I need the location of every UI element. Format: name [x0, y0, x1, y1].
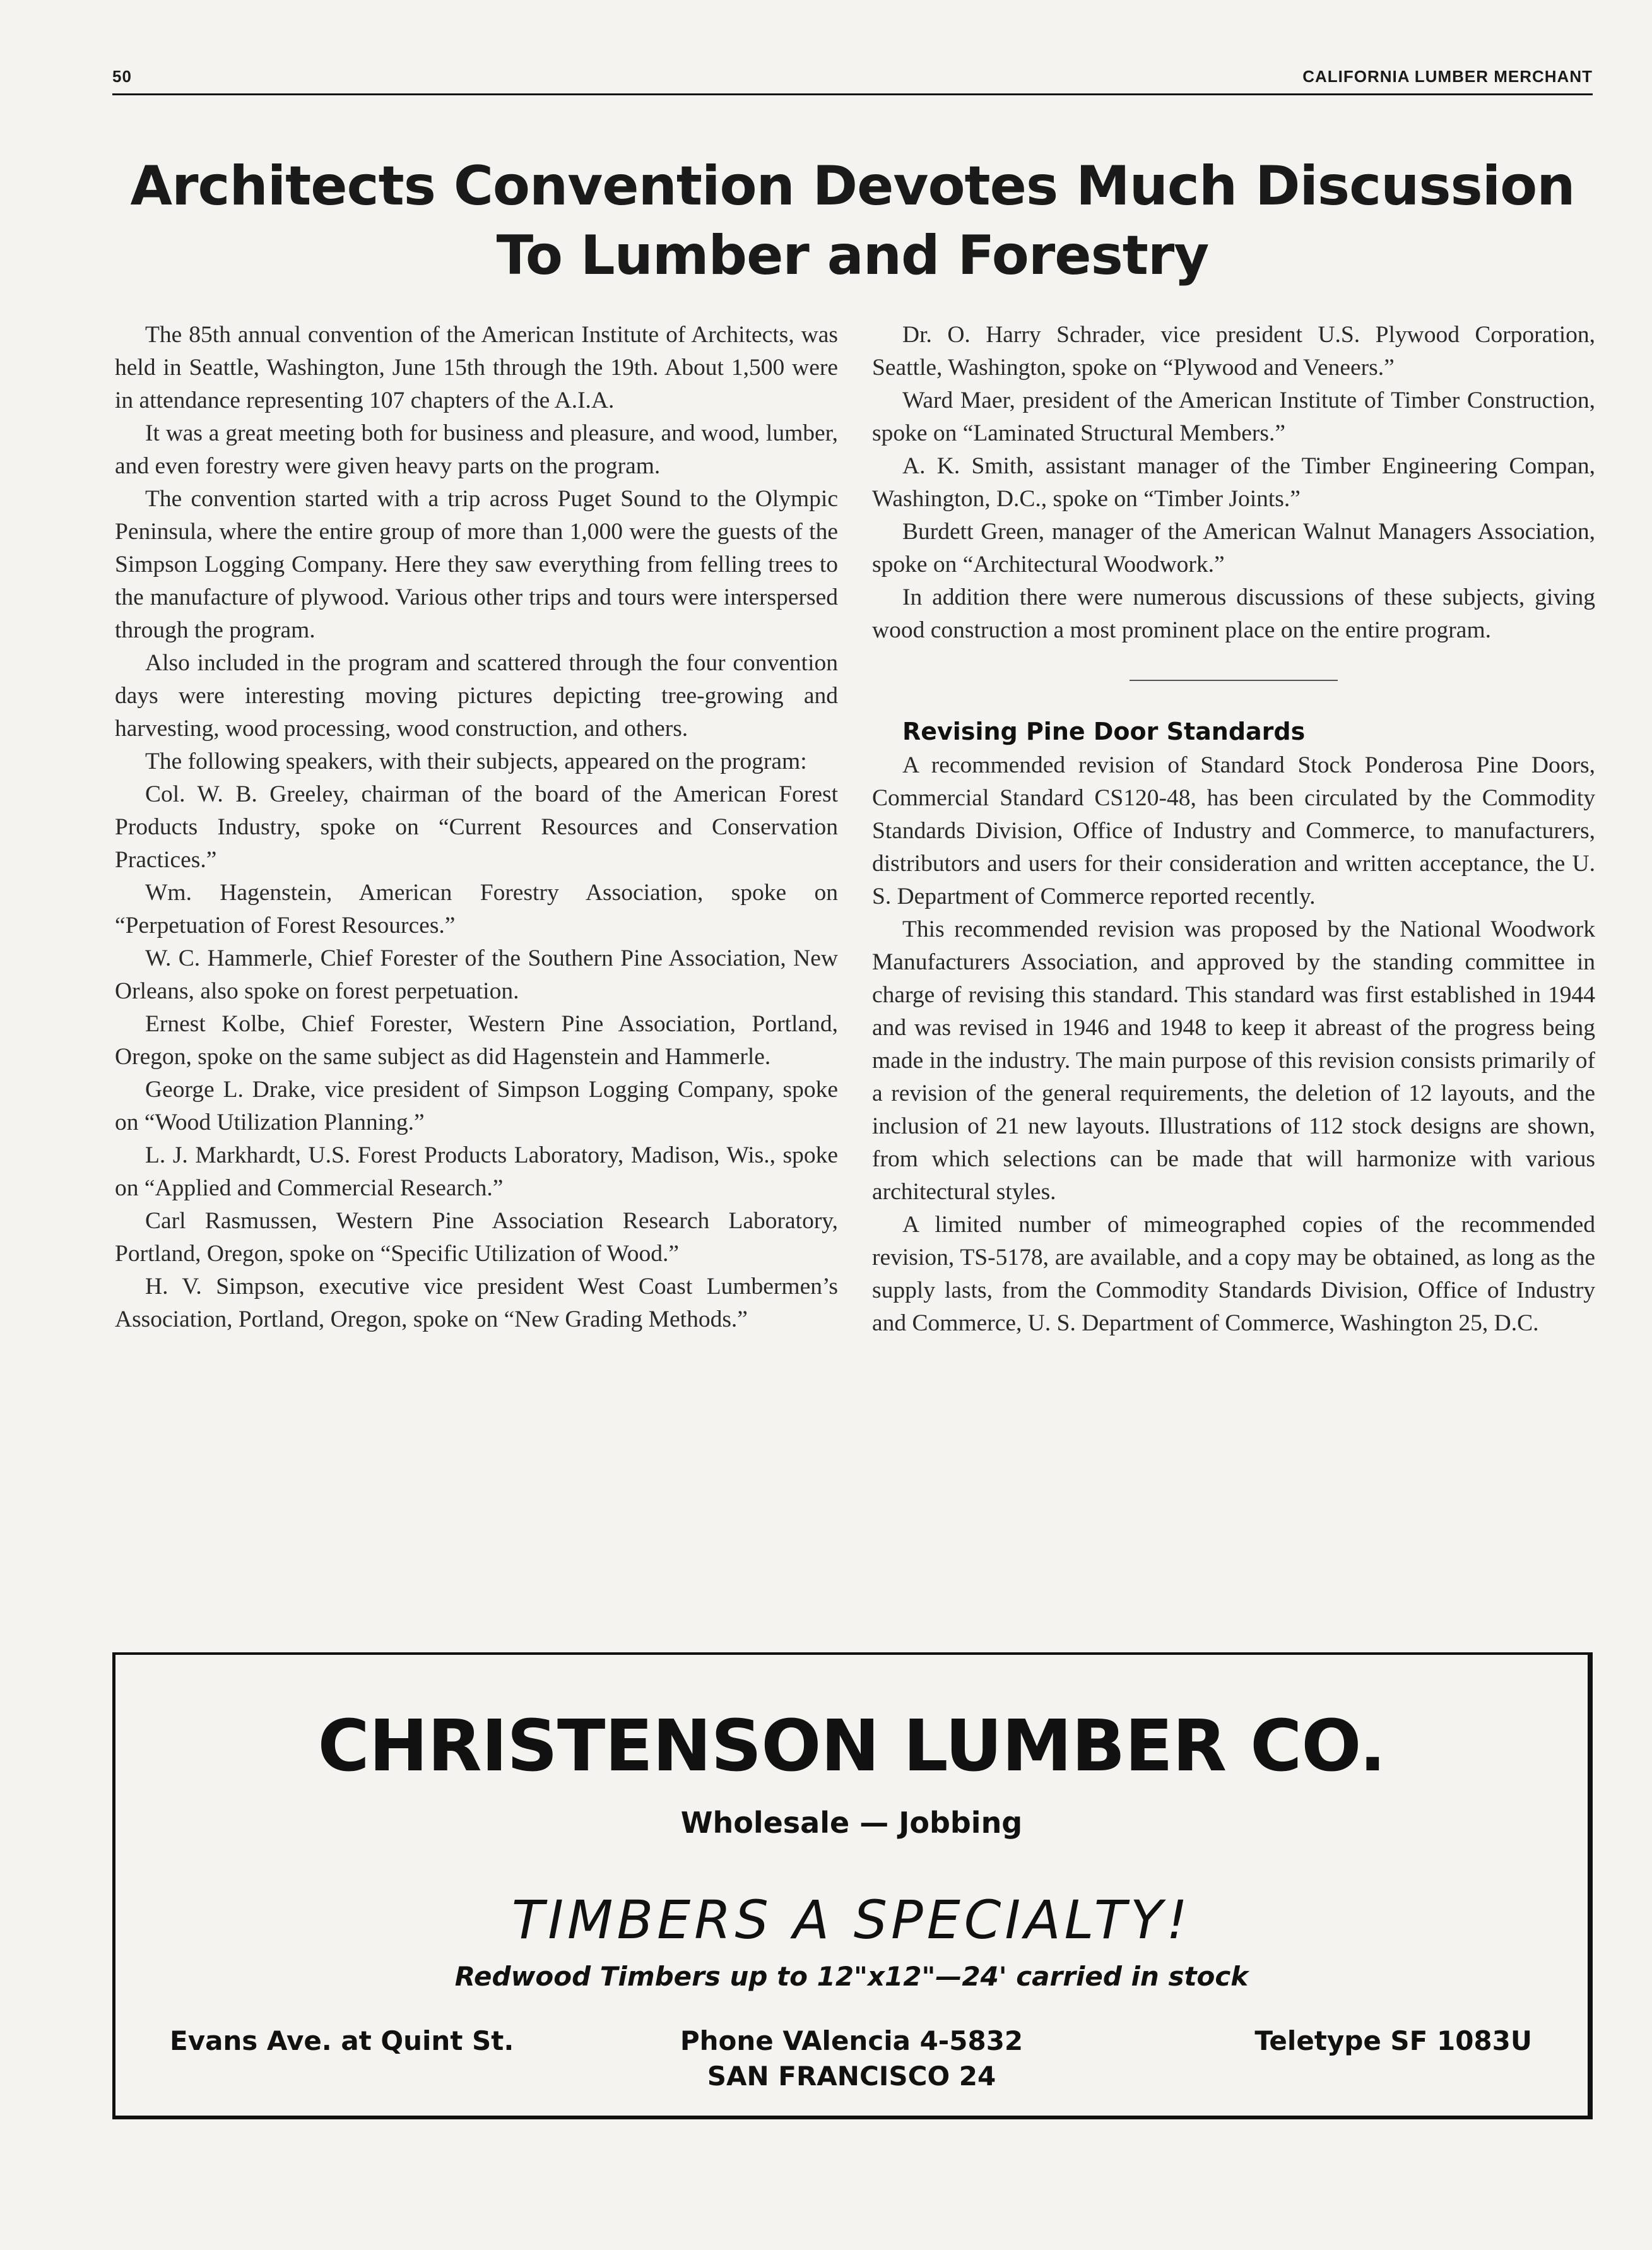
paragraph: This recommended revision was proposed by the National Woodwork Manufacturers Association, and approved by the standing committee in charge of revising this standard. This standard was first established in 1944 and was revised in 1946 and 1948 to keep it abreast of the progress being made in the industry. The main purpose of this revision consists primarily of a revision of the general requirements, the deletion of 12 layouts, and the inclusion of 21 new layouts. Illustrations of 112 stock designs are shown, from which selections can be made that will harmonize with various architectural styles. [872, 916, 1595, 1205]
paragraph: A limited number of mimeographed copies of the recommended revision, TS-5178, are available, and a copy may be obtained, as long as the supply lasts, from the Commodity Standards Division, Office of Industry and Commerce, U. S. Department of Commerce, Washington 25, D.C. [872, 1212, 1595, 1336]
headline-line-1: Architects Convention Devotes Much Discussion [130, 155, 1575, 218]
right-column [872, 319, 1595, 1340]
ad-city: SAN FRANCISCO 24 [707, 2061, 996, 2092]
paragraph: Col. W. B. Greeley, chairman of the board of the American Forest Products Industry, spoke on “Current Resources and Conservation Practices.” [115, 781, 838, 873]
paragraph: The 85th annual convention of the American Institute of Architects, was held in Seattle, Washington, June 15th through the 19th. About 1,500 were in attendance representing 107 chapters of the A.I.A. [115, 322, 838, 413]
paragraph: Wm. Hagenstein, American Forestry Association, spoke on “Perpetuation of Forest Resources.” [115, 880, 838, 938]
paragraph: The convention started with a trip across Puget Sound to the Olympic Peninsula, where the entire group of more than 1,000 were the guests of the Simpson Logging Company. Here they saw everything from felling trees to the manufacture of plywood. Various other trips and tours were interspersed through the program. [115, 486, 838, 643]
article-headline [112, 151, 1593, 290]
paragraph: It was a great meeting both for business and pleasure, and wood, lumber, and even forestry were given heavy parts on the program. [115, 420, 838, 479]
ad-teletype: Teletype SF 1083U [1254, 2025, 1532, 2056]
publication-name: CALIFORNIA LUMBER MERCHANT [1302, 67, 1593, 86]
advertisement-box [112, 1652, 1593, 2119]
ad-company-name: CHRISTENSON LUMBER CO. [317, 1705, 1386, 1787]
paragraph: L. J. Markhardt, U.S. Forest Products Laboratory, Madison, Wis., spoke on “Applied and Commercial Research.” [115, 1142, 838, 1201]
ad-specialty: TIMBERS A SPECIALTY! [511, 1889, 1192, 1951]
ad-stock-note: Redwood Timbers up to 12"x12"—24' carried in stock [454, 1961, 1249, 1992]
section-divider [1130, 680, 1338, 681]
paragraph: Ernest Kolbe, Chief Forester, Western Pine Association, Portland, Oregon, spoke on the same subject as did Hagenstein and Hammerle. [115, 1011, 838, 1070]
paragraph: George L. Drake, vice president of Simpson Logging Company, spoke on “Wood Utilization Planning.” [115, 1077, 838, 1135]
ad-address: Evans Ave. at Quint St. [170, 2025, 514, 2056]
paragraph: A recommended revision of Standard Stock Ponderosa Pine Doors, Commercial Standard CS120-48, has been circulated by the Commodity Standards Division, Office of Industry and Commerce, to manufacturers, distributors and users for their consideration and written acceptance, the U. S. Department of Commerce reported recently. [872, 752, 1595, 909]
paragraph: Dr. O. Harry Schrader, vice president U.S. Plywood Corporation, Seattle, Washington, spoke on “Plywood and Veneers.” [872, 322, 1595, 381]
paragraph: H. V. Simpson, executive vice president West Coast Lumbermen’s Association, Portland, Oregon, spoke on “New Grading Methods.” [115, 1274, 838, 1332]
ad-tagline: Wholesale — Jobbing [680, 1806, 1023, 1840]
paragraph: Ward Maer, president of the American Institute of Timber Construction, spoke on “Laminated Structural Members.” [872, 388, 1595, 446]
page-header [112, 63, 1593, 93]
second-article-title: Revising Pine Door Standards [902, 718, 1306, 745]
ad-phone: Phone VAlencia 4-5832 [680, 2025, 1024, 2056]
paragraph: Burdett Green, manager of the American Walnut Managers Association, spoke on “Architectural Woodwork.” [872, 519, 1595, 577]
headline-line-2: To Lumber and Forestry [496, 224, 1209, 287]
paragraph: The following speakers, with their subjects, appeared on the program: [145, 749, 807, 774]
paragraph: In addition there were numerous discussions of these subjects, giving wood construction a most prominent place on the entire program. [872, 584, 1595, 643]
paragraph: Also included in the program and scattered through the four convention days were interesting moving pictures depicting tree-growing and harvesting, wood processing, wood construction, and others. [115, 650, 838, 742]
page-number: 50 [112, 67, 132, 86]
paragraph: W. C. Hammerle, Chief Forester of the Southern Pine Association, New Orleans, also spoke on forest perpetuation. [115, 945, 838, 1004]
paragraph: A. K. Smith, assistant manager of the Timber Engineering Compan, Washington, D.C., spoke on “Timber Joints.” [872, 453, 1595, 512]
paragraph: Carl Rasmussen, Western Pine Association Research Laboratory, Portland, Oregon, spoke on “Specific Utilization of Wood.” [115, 1208, 838, 1267]
header-rule [112, 93, 1593, 95]
left-column [115, 319, 838, 1336]
